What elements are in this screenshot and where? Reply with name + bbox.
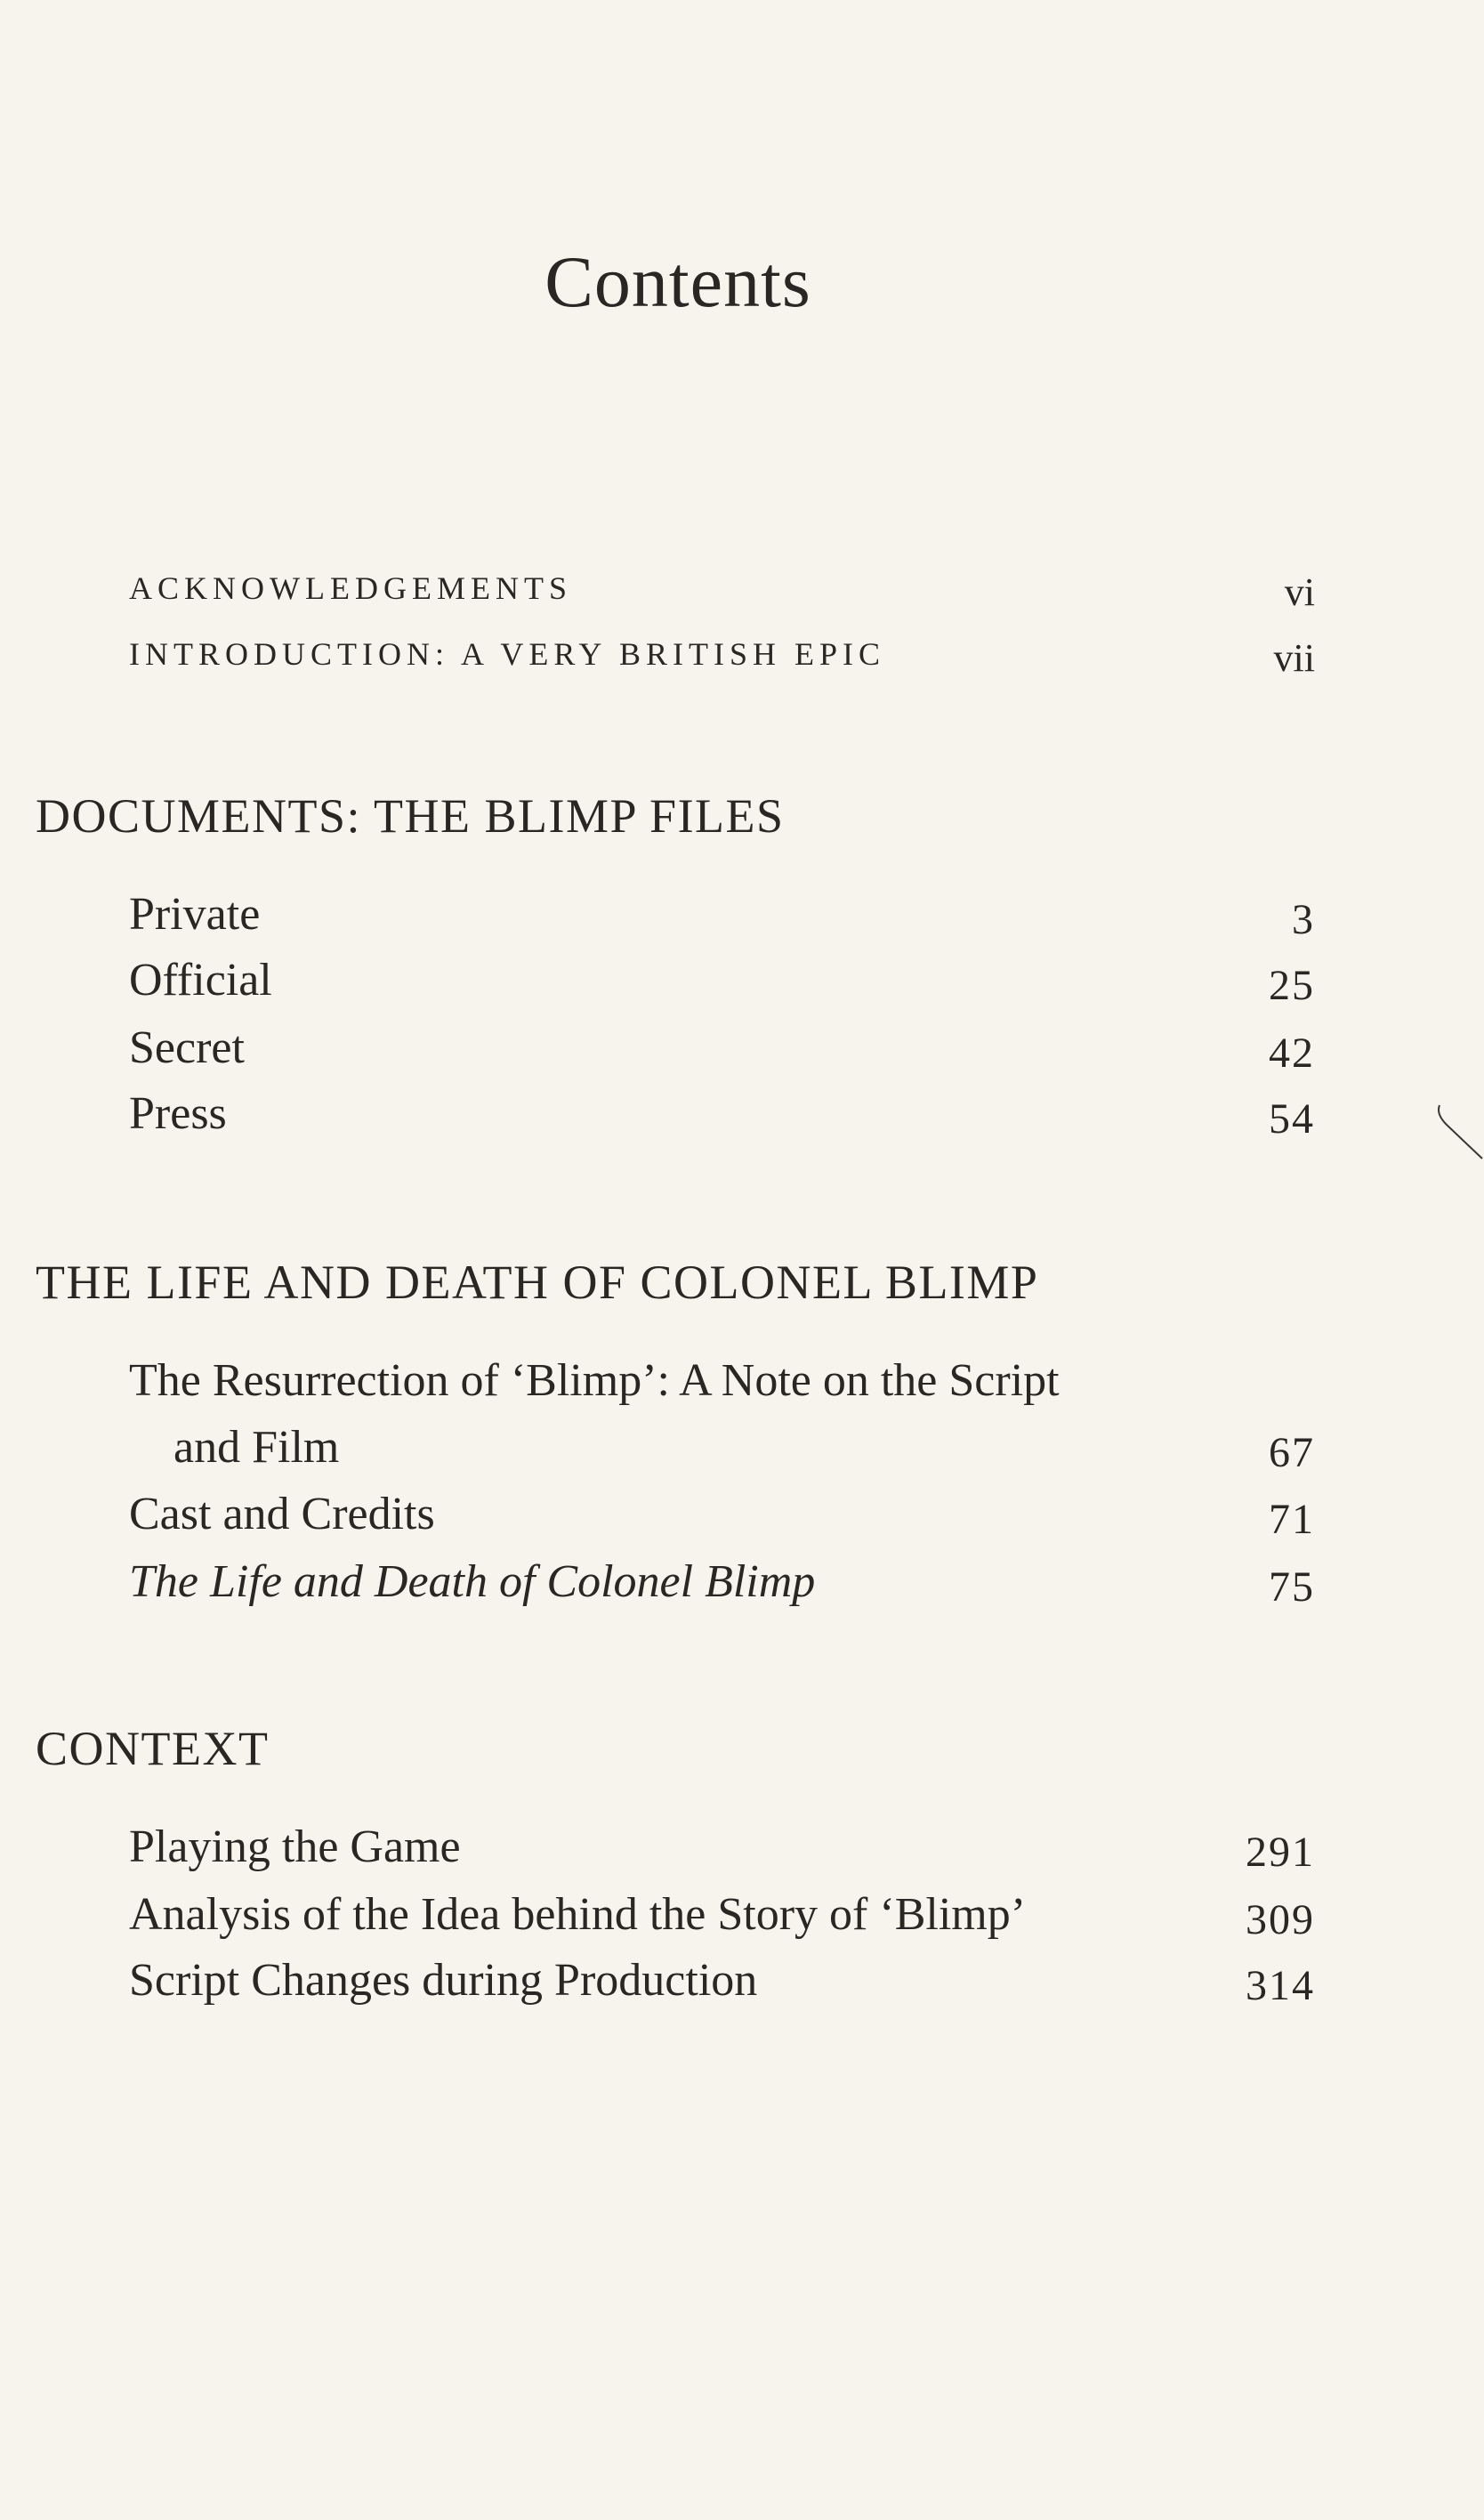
toc-entry-label-continuation: and Film	[173, 1422, 340, 1473]
toc-entry-playing-the-game[interactable]	[129, 1821, 1315, 1883]
toc-entry-label: Cast and Credits	[129, 1489, 435, 1539]
toc-entry-resurrection[interactable]	[129, 1354, 1315, 1488]
toc-entry-label: Private	[129, 889, 261, 940]
toc-page-number: vi	[1284, 570, 1315, 614]
toc-entry-screenplay[interactable]	[129, 1555, 1315, 1618]
toc-page-number: 314	[1246, 1962, 1315, 2009]
toc-page-number: 3	[1292, 896, 1315, 943]
page-title: Contents	[544, 241, 811, 322]
toc-page-number: 75	[1269, 1563, 1315, 1611]
toc-entry-private[interactable]	[129, 888, 1315, 950]
toc-page-number: 309	[1246, 1896, 1315, 1943]
toc-entry-secret[interactable]	[129, 1022, 1315, 1084]
toc-page-number: 291	[1246, 1829, 1315, 1876]
section-heading-documents: DOCUMENTS: THE BLIMP FILES	[36, 789, 785, 843]
toc-page-number: 42	[1269, 1030, 1315, 1077]
toc-entry-label: INTRODUCTION: A VERY BRITISH EPIC	[129, 636, 886, 672]
toc-page-number: 25	[1269, 962, 1315, 1009]
toc-entry-acknowledgements[interactable]	[129, 569, 1315, 623]
toc-entry-press[interactable]	[129, 1087, 1315, 1150]
toc-entry-official[interactable]	[129, 954, 1315, 1016]
toc-page-number: 54	[1269, 1095, 1315, 1143]
toc-entry-script-changes[interactable]	[129, 1954, 1315, 2016]
toc-page-number: vii	[1273, 636, 1315, 680]
toc-entry-cast-and-credits[interactable]	[129, 1488, 1315, 1550]
section-heading-life-and-death: THE LIFE AND DEATH OF COLONEL BLIMP	[36, 1256, 1039, 1309]
toc-entry-analysis-of-the-idea[interactable]	[129, 1888, 1315, 1951]
toc-entry-label: Analysis of the Idea behind the Story of ‘Blimp’	[129, 1889, 1027, 1940]
toc-entry-introduction[interactable]	[129, 635, 1315, 689]
toc-entry-label: Press	[129, 1088, 227, 1139]
toc-page-number: 71	[1269, 1496, 1315, 1543]
page-crease-mark	[1434, 1102, 1484, 1164]
toc-entry-label: The Resurrection of ‘Blimp’: A Note on the Script	[129, 1355, 1060, 1406]
toc-entry-label: ACKNOWLEDGEMENTS	[129, 570, 572, 606]
toc-entry-label: Secret	[129, 1022, 245, 1073]
toc-entry-label: The Life and Death of Colonel Blimp	[129, 1556, 816, 1607]
toc-entry-label: Playing the Game	[129, 1821, 461, 1872]
toc-entry-label: Script Changes during Production	[129, 1955, 758, 2006]
toc-page-number: 67	[1269, 1429, 1315, 1476]
section-heading-context: CONTEXT	[36, 1722, 270, 1775]
toc-entry-label: Official	[129, 955, 272, 1006]
